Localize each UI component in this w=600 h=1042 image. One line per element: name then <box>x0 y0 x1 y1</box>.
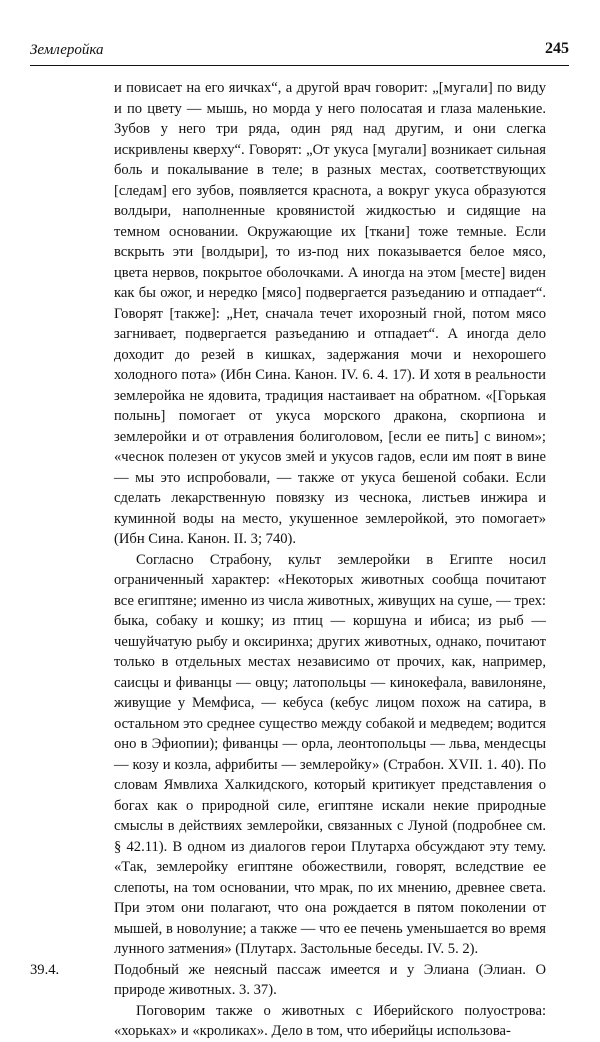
paragraph-strabo: Согласно Страбону, культ землеройки в Египте носил ограниченный характер: «Некоторых животных сообща почитают все египтяне; именно из числа животных, живущих на суше, — трех: быка, собаку и кошку; из птиц — коршуна и ибиса; из рыб — чешуйчатую рыбу и оксиринха; других животных, однако, почитают только в отдельных местах независимо от прочих, как, например, саисцы и фиванцы — овцу; латопольцы — кинокефала, вавилоняне, живущие у Мемфиса, — кебуса (кебус лицом похож на сатира, в остальном это среднее существо между собакой и медведем; водится оно в Эфиопии); фиванцы — орла, леонтопольцы — льва, мендесцы — козу и козла, африбиты — землеройку» (Страбон. XVII. 1. 40). По словам Ямвлиха Халкидского, который критикует представления о богах как о природной силе, египтяне искали некие природные смыслы в действиях землеройки, связанных с Луной (подробнее см. § 42.11). В одном из диалогов герои Плутарха обсуждают эту тему. «Так, землеройку египтяне обожествили, говорят, вследствие ее слепоты, на том основании, что мрак, по их мнению, древнее света. При этом они полагают, что она рождается в пятом поколении от мышей, в новолуние; а также — что ее печень уменьшается во время лунного затмения» (Плутарх. Застольные беседы. IV. 5. 2). <box>114 551 546 957</box>
note-text: Подобный же неясный пассаж имеется и у Элиана (Элиан. О природе животных. 3. 37). <box>114 961 546 998</box>
paragraph-iberian: Поговорим также о животных с Иберийского полуострова: «хорьках» и «кроликах». Дело в том, что иберийцы использова- <box>114 1002 546 1039</box>
section-number: 39.4. <box>30 961 60 978</box>
running-title: Землеройка <box>30 42 104 58</box>
page-header <box>30 40 569 68</box>
paragraph-continued: и повисает на его яичках“, а другой врач говорит: „[мугали] по виду и по цвету — мышь, но морда у него полосатая и глаза маленькие. Зубов у него три ряда, один ряд над другим, и они слегка искривлены кверху“. Говорят: „От укуса [мугали] возникает сильная боль и покалывание в теле; в разных местах, соответствующих [следам] его зубов, появляется краснота, а вокруг укуса образуются волдыри, наполненные кровянистой жидкостью и сидящие на темном основании. Окружающие их [ткани] тоже темные. Если вскрыть эти [волдыри], то из-под них показывается белое мясо, цвета нервов, покрытое оболочками. А иногда на этом [месте] виден как бы ожог, и нередко [мясо] подвергается разъеданию и отпадает“. Говорят [также]: „Нет, сначала течет ихорозный гной, потом мясо загнивает, подвергается разъеданию и отпадает“. А иногда дело доходит до резей в кишках, задержания мочи и нехорошего холодного пота» (Ибн Сина. Канон. IV. 6. 4. 17). И хотя в реальности землеройка не ядовита, традиция настаивает на обратном. «[Горькая полынь] помогает от укуса морского дракона, скорпиона и землеройки и от отравления болиголовом, [если ее пить] с вином»; «чеснок полезен от укусов змей и укусов гадов, если им поят в вине — мы это испробовали, — также от укуса бешеной собаки. Если сделать лекарственную повязку из чеснока, листьев инжира и куминной воды на место, укушенное землеройкой, это помогает» (Ибн Сина. Канон. II. 3; 740). <box>114 80 546 547</box>
section-note <box>30 960 546 1001</box>
body-text <box>30 78 546 1042</box>
header-rule <box>30 65 569 66</box>
page-number: 245 <box>545 40 569 57</box>
